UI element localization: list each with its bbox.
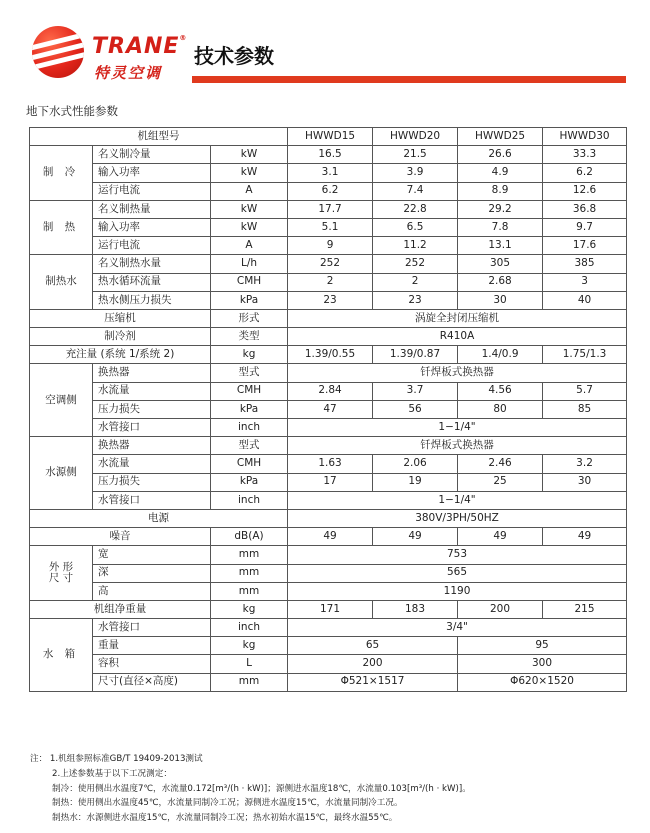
cell: 6.5	[373, 218, 458, 236]
param-name: 换热器	[93, 437, 211, 455]
cell: 13.1	[458, 237, 543, 255]
cell: 3.9	[373, 164, 458, 182]
table-row	[30, 491, 627, 509]
table-row	[30, 309, 627, 327]
param-name: 输入功率	[93, 218, 211, 236]
param-name: 水流量	[93, 455, 211, 473]
cell: 40	[543, 291, 627, 309]
param-name: 尺寸(直径×高度)	[93, 673, 211, 691]
unit: L	[211, 655, 288, 673]
table-row	[30, 382, 627, 400]
table-row	[30, 200, 627, 218]
trane-logo	[32, 24, 192, 84]
header-model: 机组型号	[30, 128, 288, 146]
cell: 5.1	[288, 218, 373, 236]
cell: 49	[458, 528, 543, 546]
unit: CMH	[211, 455, 288, 473]
unit: inch	[211, 419, 288, 437]
cell: 17.7	[288, 200, 373, 218]
unit: A	[211, 237, 288, 255]
cell: 2.06	[373, 455, 458, 473]
unit: inch	[211, 619, 288, 637]
cell: 49	[543, 528, 627, 546]
cell: 2.84	[288, 382, 373, 400]
cell: 3.1	[288, 164, 373, 182]
cell: 36.8	[543, 200, 627, 218]
table-row	[30, 182, 627, 200]
table-row	[30, 273, 627, 291]
param-name: 重量	[93, 637, 211, 655]
cell: 300	[458, 655, 627, 673]
unit: kW	[211, 164, 288, 182]
param-name: 名义制热量	[93, 200, 211, 218]
cell: 涡旋全封闭压缩机	[288, 309, 627, 327]
cell: 1−1/4"	[288, 491, 627, 509]
cell: 21.5	[373, 146, 458, 164]
category-tank: 水 箱	[30, 619, 93, 692]
page-title: 技术参数	[194, 44, 274, 68]
table-row	[30, 255, 627, 273]
cell: 4.56	[458, 382, 543, 400]
cell: 2	[373, 273, 458, 291]
table-row	[30, 364, 627, 382]
header-accent-bar	[192, 76, 626, 83]
page-header	[0, 0, 650, 90]
table-row	[30, 400, 627, 418]
param-name: 水管接口	[93, 619, 211, 637]
unit: 类型	[211, 328, 288, 346]
cell: 30	[543, 473, 627, 491]
unit: mm	[211, 546, 288, 564]
cell: 3.2	[543, 455, 627, 473]
note-line: 制热水：水源侧进水温度15℃，水流量同制冷工况；热水初始水温15℃，最终水温55℃。	[52, 813, 398, 824]
table-row	[30, 473, 627, 491]
cell: 49	[373, 528, 458, 546]
cell: 5.7	[543, 382, 627, 400]
cell: 22.8	[373, 200, 458, 218]
unit: kW	[211, 146, 288, 164]
param-name: 换热器	[93, 364, 211, 382]
table-row	[30, 637, 627, 655]
unit: inch	[211, 491, 288, 509]
brand-name: TRANE®	[92, 34, 188, 59]
cell: 215	[543, 600, 627, 618]
unit: A	[211, 182, 288, 200]
cell: 385	[543, 255, 627, 273]
cell: 2	[288, 273, 373, 291]
table-row	[30, 528, 627, 546]
table-row	[30, 619, 627, 637]
cell: 56	[373, 400, 458, 418]
table-row	[30, 346, 627, 364]
cell: 钎焊板式换热器	[288, 437, 627, 455]
cell: 1.4/0.9	[458, 346, 543, 364]
table-row	[30, 437, 627, 455]
table-header-row	[30, 128, 627, 146]
cell: 95	[458, 637, 627, 655]
cell: 6.2	[288, 182, 373, 200]
cell: 23	[373, 291, 458, 309]
cell: 3	[543, 273, 627, 291]
category-hot-water: 制热水	[30, 255, 93, 310]
note-line: 制冷：使用侧出水温度7℃，水流量0.172[m³/(h · kW)]；源侧进水温度18℃，水流量0.103[m³/(h · kW)]。	[52, 783, 471, 794]
cell: 1.39/0.55	[288, 346, 373, 364]
cell: 2.46	[458, 455, 543, 473]
unit: 型式	[211, 364, 288, 382]
table-row	[30, 218, 627, 236]
table-row	[30, 237, 627, 255]
cell: 26.6	[458, 146, 543, 164]
cell: 305	[458, 255, 543, 273]
cell: 29.2	[458, 200, 543, 218]
cell: 380V/3PH/50HZ	[288, 509, 627, 527]
cell: 1.63	[288, 455, 373, 473]
param-name: 压缩机	[30, 309, 211, 327]
cell: 1190	[288, 582, 627, 600]
table-row	[30, 455, 627, 473]
cell: 33.3	[543, 146, 627, 164]
cell: 183	[373, 600, 458, 618]
category-heating: 制 热	[30, 200, 93, 255]
header-col: HWWD25	[458, 128, 543, 146]
param-name: 电源	[30, 509, 288, 527]
header-col: HWWD15	[288, 128, 373, 146]
cell: 17.6	[543, 237, 627, 255]
category-source-side: 水源侧	[30, 437, 93, 510]
unit: L/h	[211, 255, 288, 273]
param-name: 宽	[93, 546, 211, 564]
unit: kg	[211, 346, 288, 364]
param-name: 充注量 (系统 1/系统 2)	[30, 346, 211, 364]
cell: 8.9	[458, 182, 543, 200]
unit: kg	[211, 600, 288, 618]
cell: 4.9	[458, 164, 543, 182]
note-line: 2.上述参数基于以下工况测定：	[52, 768, 172, 779]
cell: 7.8	[458, 218, 543, 236]
header-col: HWWD20	[373, 128, 458, 146]
param-name: 高	[93, 582, 211, 600]
cell: 171	[288, 600, 373, 618]
unit: kg	[211, 637, 288, 655]
cell: 25	[458, 473, 543, 491]
table-row	[30, 546, 627, 564]
table-row	[30, 673, 627, 691]
param-name: 热水循环流量	[93, 273, 211, 291]
table-row	[30, 509, 627, 527]
cell: 9.7	[543, 218, 627, 236]
param-name: 运行电流	[93, 182, 211, 200]
note-line: 制热：使用侧出水温度45℃，水流量同制冷工况；源侧进水温度15℃，水流量同制冷工况。	[52, 798, 403, 809]
cell: 23	[288, 291, 373, 309]
cell: 30	[458, 291, 543, 309]
cell: 565	[288, 564, 627, 582]
param-name: 容积	[93, 655, 211, 673]
cell: 16.5	[288, 146, 373, 164]
unit: CMH	[211, 273, 288, 291]
cell: Φ620×1520	[458, 673, 627, 691]
spec-table	[29, 127, 627, 692]
cell: 3.7	[373, 382, 458, 400]
param-name: 制冷剂	[30, 328, 211, 346]
cell: 65	[288, 637, 458, 655]
param-name: 压力损失	[93, 473, 211, 491]
param-name: 名义制热水量	[93, 255, 211, 273]
brand-subtitle: 特灵空调	[94, 64, 163, 82]
cell: 19	[373, 473, 458, 491]
param-name: 水管接口	[93, 491, 211, 509]
table-row	[30, 582, 627, 600]
table-row	[30, 328, 627, 346]
cell: 753	[288, 546, 627, 564]
param-name: 水流量	[93, 382, 211, 400]
cell: 3/4"	[288, 619, 627, 637]
unit: kPa	[211, 400, 288, 418]
header-col: HWWD30	[543, 128, 627, 146]
note-line: 注： 1.机组参照标准GB/T 19409-2013测试	[30, 754, 203, 764]
cell: 钎焊板式换热器	[288, 364, 627, 382]
cell: Φ521×1517	[288, 673, 458, 691]
category-cooling: 制 冷	[30, 146, 93, 201]
table-row	[30, 655, 627, 673]
param-name: 噪音	[30, 528, 211, 546]
footnotes	[30, 752, 471, 826]
cell: 49	[288, 528, 373, 546]
cell: 11.2	[373, 237, 458, 255]
param-name: 深	[93, 564, 211, 582]
param-name: 压力损失	[93, 400, 211, 418]
cell: 9	[288, 237, 373, 255]
param-name: 运行电流	[93, 237, 211, 255]
cell: 200	[288, 655, 458, 673]
param-name: 热水侧压力损失	[93, 291, 211, 309]
unit: mm	[211, 564, 288, 582]
unit: kPa	[211, 291, 288, 309]
table-row	[30, 564, 627, 582]
cell: 252	[288, 255, 373, 273]
section-subtitle: 地下水式性能参数	[26, 104, 118, 118]
trane-logo-icon	[32, 26, 84, 78]
cell: 6.2	[543, 164, 627, 182]
cell: 12.6	[543, 182, 627, 200]
unit: kW	[211, 200, 288, 218]
cell: 7.4	[373, 182, 458, 200]
cell: 47	[288, 400, 373, 418]
unit: 形式	[211, 309, 288, 327]
cell: 1.75/1.3	[543, 346, 627, 364]
param-name: 名义制冷量	[93, 146, 211, 164]
category-dimensions: 外 形 尺 寸	[30, 546, 93, 601]
unit: dB(A)	[211, 528, 288, 546]
unit: mm	[211, 582, 288, 600]
unit: CMH	[211, 382, 288, 400]
category-ac-side: 空调侧	[30, 364, 93, 437]
param-name: 机组净重量	[30, 600, 211, 618]
cell: 2.68	[458, 273, 543, 291]
table-row	[30, 164, 627, 182]
unit: kW	[211, 218, 288, 236]
unit: 型式	[211, 437, 288, 455]
cell: 85	[543, 400, 627, 418]
cell: 1−1/4"	[288, 419, 627, 437]
unit: mm	[211, 673, 288, 691]
param-name: 输入功率	[93, 164, 211, 182]
param-name: 水管接口	[93, 419, 211, 437]
unit: kPa	[211, 473, 288, 491]
cell: 80	[458, 400, 543, 418]
table-row	[30, 600, 627, 618]
cell: 1.39/0.87	[373, 346, 458, 364]
cell: 200	[458, 600, 543, 618]
cell: 17	[288, 473, 373, 491]
table-row	[30, 291, 627, 309]
table-row	[30, 419, 627, 437]
table-row	[30, 146, 627, 164]
cell: 252	[373, 255, 458, 273]
cell: R410A	[288, 328, 627, 346]
